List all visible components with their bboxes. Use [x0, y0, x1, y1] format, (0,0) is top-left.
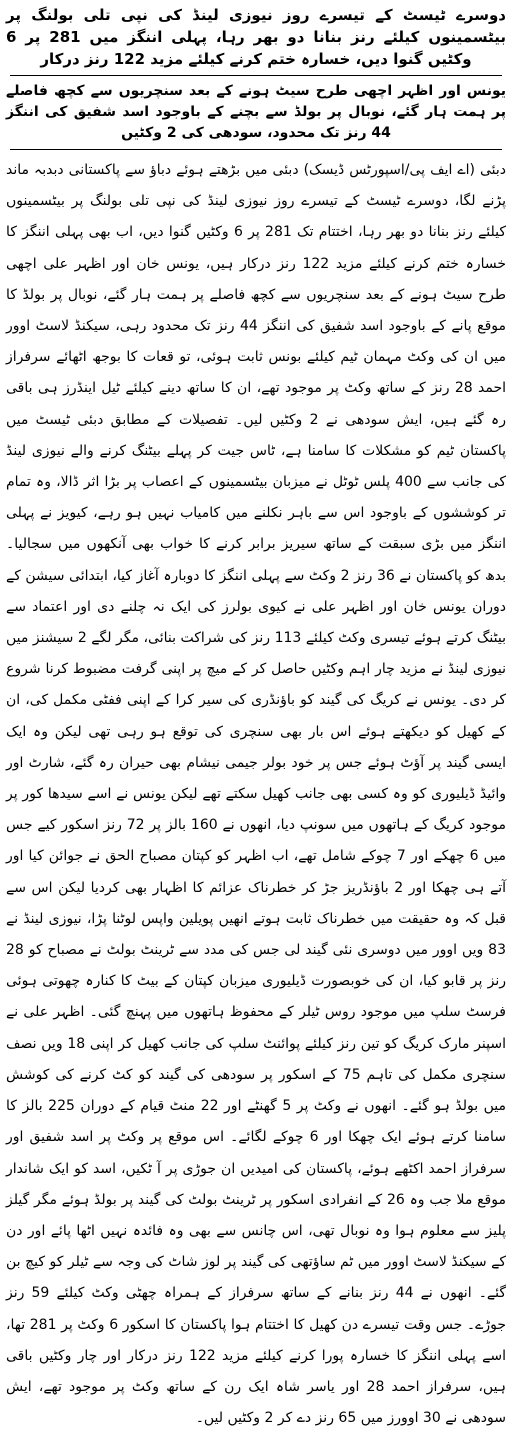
article-subheadline: یونس اور اظہر اچھی طرح سیٹ ہونے کے بعد سنچریوں سے کچھ فاصلے پر ہمت ہار گئے، نوبال پر بولڈ سے بچنے کے باوجود اسد شفیق کی اننگز 44 رنز تک محدود، سودھی کی 2 وکٹیں: [6, 83, 506, 141]
subheadline-divider: [10, 149, 502, 150]
article-body: دبئی (اے ایف پی/اسپورٹس ڈیسک) دبئی میں بڑھتے ہوئے دباؤ سے پاکستانی دبدبہ ماند پڑنے لگا، دوسرے ٹیسٹ کے تیسرے روز نیوزی لینڈ کی نپی تلی بولنگ پر بیٹسمینوں کیلئے رنز بنانا دو بھر رہا، اختتام تک 281 پر 6 وکٹیں گنوا دیں، اب بھی پہلی اننگز کا خسارہ ختم کرنے کیلئے مزید 122 رنز درکار ہیں، یونس خان اور اظہر علی اچھی طرح سیٹ ہونے کے بعد سنچریوں سے کچھ فاصلے پر ہمت ہار گئے، نوبال پر بولڈ کا موقع پانے کے باوجود اسد شفیق کی اننگز 44 رنز تک محدود رہی، سیکنڈ لاسٹ اوور میں ان کی وکٹ مہمان ٹیم کیلئے بونس ثابت ہوئی، تو قعات کا بوجھ اٹھائے سرفراز احمد 28 رنز کے ساتھ وکٹ پر موجود تھے، ان کا ساتھ دینے کیلئے ٹیل اینڈرز ہی باقی رہ گئے ہیں، ایش سودھی نے 2 وکٹیں لیں۔ تفصیلات کے مطابق دبئی ٹیسٹ میں پاکستان ٹیم کو مشکلات کا سامنا ہے، ٹاس جیت کر پہلے بیٹنگ کرنے والے نیوزی لینڈ کی جانب سے 400 پلس ٹوٹل نے میزبان بیٹسمینوں کے اعصاب پر بڑا اثر ڈالا، وہ تمام تر کوششوں کے باوجود اس سے باہر نکلنے میں کامیاب نہیں ہو رہے، کیویز نے پہلی اننگز میں بڑی سبقت کے ساتھ سیریز برابر کرنے کا خواب بھی آنکھوں میں سجالیا۔ بدھ کو پاکستان نے 36 رنز 2 وکٹ سے پہلی اننگز کا دوبارہ آغاز کیا، ابتدائی سیشن کے دوران یونس خان اور اظہر علی نے کیوی بولرز کی ایک نہ چلنے دی اور اعتماد سے بیٹنگ کرتے ہوئے تیسری وکٹ کیلئے 113 رنز کی شراکت بنائی، مگر لگے 2 سیشنز میں نیوزی لینڈ نے مزید چار اہم وکٹیں حاصل کر کے میچ پر اپنی گرفت مضبوط کرنا شروع کر دی۔ یونس نے کریگ کی گیند کو باؤنڈری کی سیر کرا کے اپنی ففٹی مکمل کی، ان کے کھیل کو دیکھتے ہوئے اس بار بھی سنچری کی توقع ہو رہی تھی لیکن وہ ایک ایسی گیند پر آؤٹ ہوئے جس پر خود بولر جیمی نیشام بھی حیران رہ گئے، شارٹ اور وائیڈ ڈیلیوری کو وہ کسی بھی جانب کھیل سکتے تھے لیکن یونس نے اسے سیدھا کور پر موجود کریگ کے ہاتھوں میں سونپ دیا، انھوں نے 160 بالز پر 72 رنز اسکور کیے جس میں 6 چھکے اور 7 چوکے شامل تھے، اب اظہر کو کپتان مصباح الحق نے جوائن کیا اور آتے ہی چھکا اور 2 باؤنڈریز جڑ کر خطرناک عزائم کا اظہار بھی کردیا لیکن اس سے قبل کہ وہ حقیقت میں خطرناک ثابت ہوتے انھیں پویلین واپس لوٹنا پڑا، نیوزی لینڈ نے 83 ویں اوور میں دوسری نئی گیند لی جس کی مدد سے ٹرینٹ بولٹ نے مصباح کو 28 رنز پر قابو کیا، ان کی خوبصورت ڈیلیوری میزبان کپتان کے بیٹ کا کنارہ چھوتی ہوئی فرسٹ سلپ میں موجود روس ٹیلر کے محفوظ ہاتھوں میں پہنچ گئی۔ اظہر علی نے اسپنر مارک کریگ کو تین رنز کیلئے پوائنٹ سلپ کی جانب کھیل کر اپنی 18 ویں نصف سنچری مکمل کی تاہم 75 کے اسکور پر سودھی کی گیند کو کٹ کرنے کی کوشش میں بولڈ ہو گئے۔ انھوں نے وکٹ پر 5 گھنٹے اور 22 منٹ قیام کے دوران 225 بالز کا سامنا کرتے ہوئے ایک چھکا اور 6 چوکے لگائے۔ اس موقع پر وکٹ پر اسد شفیق اور سرفراز احمد اکٹھے ہوئے، پاکستان کی امیدیں ان جوڑی پر آ ٹکیں، اسد کو ایک شاندار موقع ملا جب وہ 26 کے انفرادی اسکور پر ٹرینٹ بولٹ کی گیند پر بولڈ ہوئے مگر گیلز پلیز سے معلوم ہوا وہ نوبال تھی، اس چانس سے بھی وہ فائدہ نہیں اٹھا پائے اور دن کے سیکنڈ لاسٹ اوور میں ٹم ساؤتھی کی گیند پر لوز شاٹ کی وجہ سے ٹیلر کو کیچ بن گئے۔ انھوں نے 44 رنز بنانے کے ساتھ سرفراز کے ہمراہ چھٹی وکٹ کیلئے 59 رنز جوڑے۔ جس وقت تیسرے دن کھیل کا اختتام ہوا پاکستان کا اسکور 6 وکٹ پر 281 تھا، اسے پہلی اننگز کا خسارہ پورا کرنے کیلئے مزید 122 رنز درکار اور چار وکٹیں باقی ہیں، سرفراز احمد 28 اور یاسر شاہ ایک رن کے ساتھ وکٹ پر موجود تھے، ایش سودھی نے 30 اوورز میں 65 رنز دے کر 2 وکٹیں لیں۔: [6, 162, 507, 1427]
headline-divider: [10, 75, 502, 76]
article-headline: دوسرے ٹیسٹ کے تیسرے روز نیوزی لینڈ کی نپی تلی بولنگ پر بیٹسمینوں کیلئے رنز بنانا دو بھر رہا، پہلی اننگز میں 281 پر 6 وکٹیں گنوا دیں، خسارہ ختم کرنے کیلئے مزید 122 رنز درکار: [6, 6, 506, 68]
